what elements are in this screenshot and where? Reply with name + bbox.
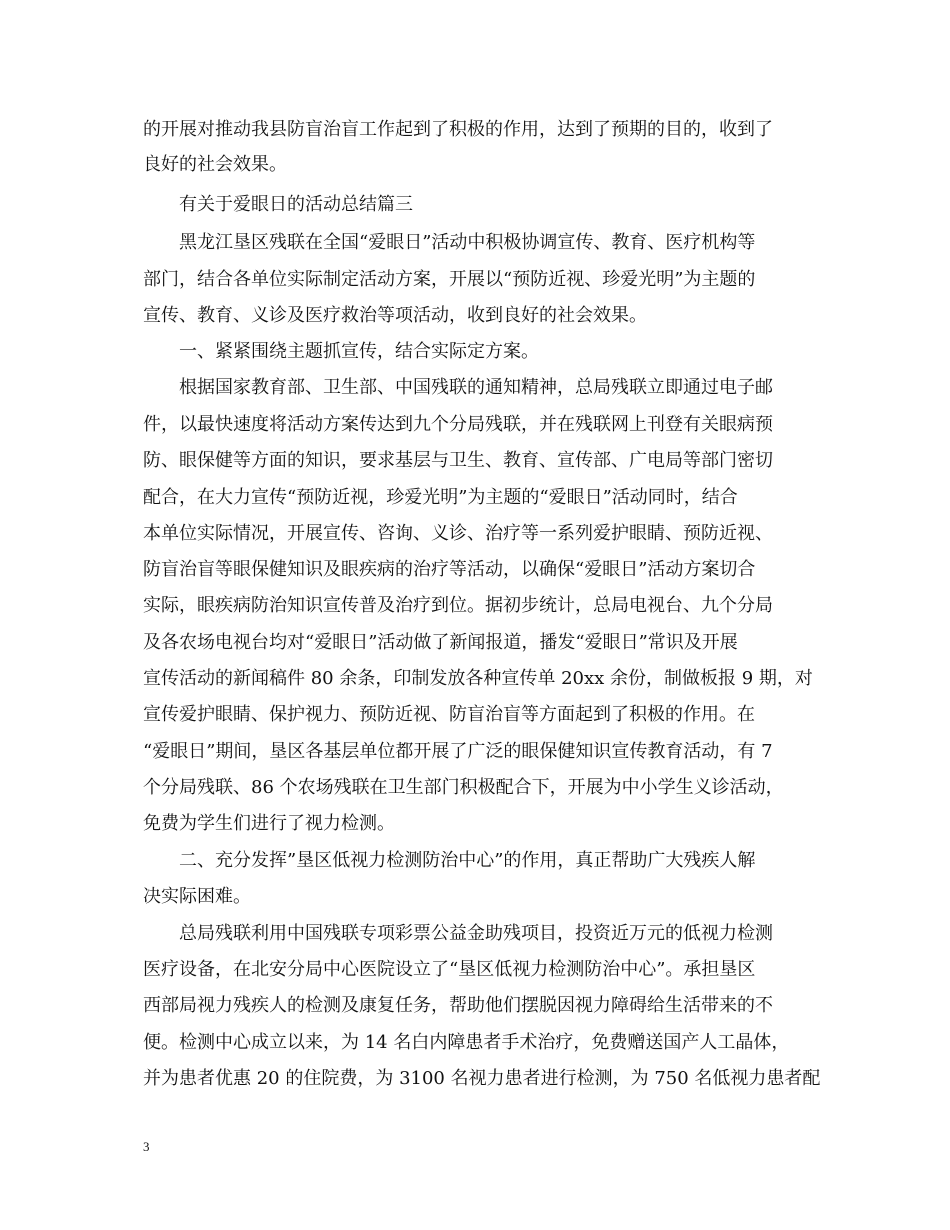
text-line: 宣传、教育、义诊及医疗救治等项活动，收到良好的社会效果。	[143, 305, 647, 326]
text-line: 良好的社会效果。	[143, 154, 287, 175]
text-line: 黑龙江垦区残联在全国“爱眼日”活动中积极协调宣传、教育、医疗机构等	[179, 232, 756, 253]
text-line: 件，以最快速度将活动方案传达到九个分局残联，并在残联网上刊登有关眼病预	[143, 414, 773, 435]
text-line: 防盲治盲等眼保健知识及眼疾病的治疗等活动，以确保“爱眼日”活动方案切合	[143, 559, 756, 580]
text-line: 的开展对推动我县防盲治盲工作起到了积极的作用，达到了预期的目的，收到了	[143, 119, 773, 140]
text-line: 宣传爱护眼睛、保护视力、预防近视、防盲治盲等方面起到了积极的作用。在	[143, 704, 755, 725]
text-line: 医疗设备，在北安分局中心医院设立了“垦区低视力检测防治中心”。承担垦区	[143, 959, 756, 980]
page-number: 3	[143, 1139, 150, 1154]
text-line: 部门，结合各单位实际制定活动方案，开展以“预防近视、珍爱光明”为主题的	[143, 269, 756, 290]
section-heading: 二、充分发挥”垦区低视力检测防治中心”的作用，真正帮助广大残疾人解	[179, 850, 756, 871]
text-line: 便。检测中心成立以来，为 14 名白内障患者手术治疗，免费赠送国产人工晶体，	[143, 1032, 790, 1053]
text-line: 免费为学生们进行了视力检测。	[143, 813, 395, 834]
text-line: 配合，在大力宣传“预防近视，珍爱光明”为主题的“爱眼日”活动同时，结合	[143, 487, 738, 508]
text-line: 西部局视力残疾人的检测及康复任务，帮助他们摆脱因视力障碍给生活带来的不	[143, 995, 773, 1016]
text-line: 总局残联利用中国残联专项彩票公益金助残项目，投资近万元的低视力检测	[179, 923, 773, 944]
section-heading: 有关于爱眼日的活动总结篇三	[179, 194, 413, 215]
text-line: 根据国家教育部、卫生部、中国残联的通知精神，总局残联立即通过电子邮	[179, 377, 773, 398]
text-line: 本单位实际情况，开展宣传、咨询、义诊、治疗等一系列爱护眼睛、预防近视、	[143, 523, 773, 544]
text-line: 并为患者优惠 20 的住院费，为 3100 名视力患者进行检测，为 750 名低视力患者配	[143, 1068, 821, 1089]
section-heading: 一、紧紧围绕主题抓宣传，结合实际定方案。	[179, 341, 539, 362]
text-line: 决实际困难。	[143, 886, 251, 907]
text-line: 及各农场电视台均对“爱眼日”活动做了新闻报道，播发“爱眼日”常识及开展	[143, 632, 738, 653]
text-line: 实际，眼疾病防治知识宣传普及治疗到位。据初步统计，总局电视台、九个分局	[143, 595, 773, 616]
text-line: 个分局残联、86 个农场残联在卫生部门积极配合下，开展为中小学生义诊活动，	[143, 777, 784, 798]
text-line: 宣传活动的新闻稿件 80 余条，印制发放各种宣传单 20xx 余份，制做板报 9 期，对	[143, 668, 813, 689]
text-line: 防、眼保健等方面的知识，要求基层与卫生、教育、宣传部、广电局等部门密切	[143, 450, 773, 471]
text-line: “爱眼日”期间，垦区各基层单位都开展了广泛的眼保健知识宣传教育活动，有 7	[143, 741, 773, 762]
